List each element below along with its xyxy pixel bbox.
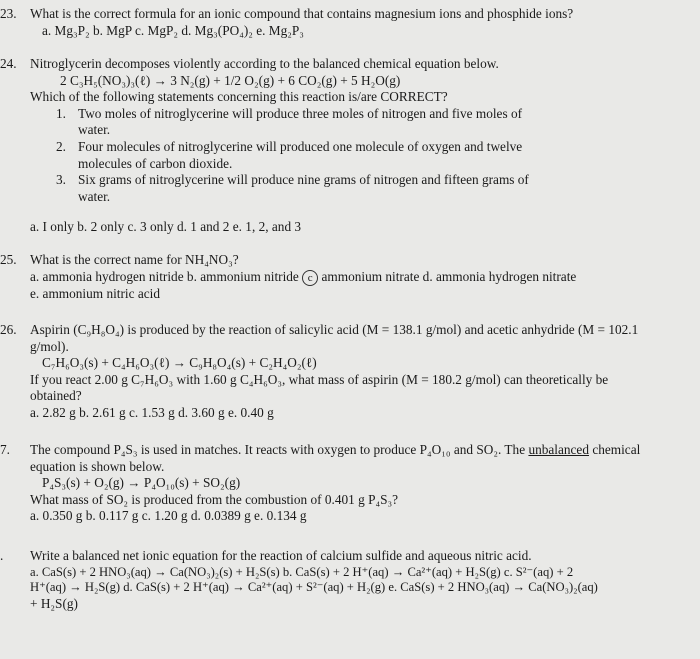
question-stem (30, 56, 680, 236)
answer-choices: a. CaS(s) + 2 HNO₃(aq) → Ca(NO₃)₂(s) + H₂S(s) b. CaS(s) + 2 H⁺(aq) → Ca²⁺(aq) + H₂S(g) c. S²⁻(aq) + 2 (30, 564, 574, 579)
statement-item (30, 106, 680, 139)
question-number: 26. (0, 322, 17, 337)
answer-choice-e: e. ammonium nitric acid (30, 285, 160, 301)
question-number: 23. (0, 6, 17, 21)
question-stem (30, 6, 680, 39)
question-text: Write a balanced net ionic equation for the reaction of calcium sulfide and aqueous nitric acid. (30, 548, 532, 563)
circled-answer-mark: c (302, 270, 318, 286)
question-text: What is the correct formula for an ionic compound that contains magnesium ions and phosphide ions? (30, 6, 574, 21)
question-prompt: obtained? (30, 388, 82, 404)
answer-choices: a. I only b. 2 only c. 3 only d. 1 and 2 e. 1, 2, and 3 (30, 219, 302, 235)
question-text: What is the correct name for NH₄NO₃? (30, 252, 239, 267)
question-prompt: Which of the following statements concerning this reaction is/are CORRECT? (30, 89, 448, 105)
statement-item (30, 172, 680, 205)
statement-text: water. (78, 122, 111, 138)
answer-choices: H⁺(aq) → H₂S(g) d. CaS(s) + 2 H⁺(aq) → Ca²⁺(aq) + S²⁻(aq) + H₂(g) e. CaS(s) + 2 HNO₃(aq) → Ca(NO₃)₂(aq) (30, 580, 598, 595)
choices-c-d: ammonium nitrate d. ammonia hydrogen nitrate (321, 268, 577, 284)
question-prompt: What mass of SO₂ is produced from the combustion of 0.401 g P₄S₃? (30, 491, 399, 507)
statement-number: 1. (56, 105, 66, 121)
answer-choices: a. 0.350 g b. 0.117 g c. 1.20 g d. 0.0389 g e. 0.134 g (30, 508, 307, 524)
question-number: 24. (0, 56, 17, 71)
answer-choices (30, 269, 680, 286)
statement-number: 3. (56, 172, 66, 188)
answer-choices: + H₂S(g) (30, 596, 78, 612)
question-text: Aspirin (C₉H₈O₄) is produced by the reaction of salicylic acid (M = 138.1 g/mol) and acetic anhydride (M = 102.1 (30, 322, 639, 337)
chemical-equation: P₄S₃(s) + O₂(g) → P₄O₁₀(s) + SO₂(g) (42, 475, 241, 491)
question-stem (30, 322, 680, 422)
question-number: . (0, 548, 4, 563)
question-text: g/mol). (30, 338, 69, 354)
statement-text: molecules of carbon dioxide. (78, 155, 233, 171)
statement-list (30, 106, 680, 206)
chemical-equation: 2 C₃H₅(NO₃)₃(ℓ) → 3 N₂(g) + 1/2 O₂(g) + 6 CO₂(g) + 5 H₂O(g) (60, 72, 401, 88)
statement-number: 2. (56, 139, 66, 155)
underlined-word: unbalanced (528, 442, 589, 457)
chemical-equation: C₇H₆O₃(s) + C₄H₆O₃(ℓ) → C₉H₈O₄(s) + C₂H₄O₂(ℓ) (42, 355, 317, 371)
answer-choices: a. Mg₃P₂ b. MgP c. MgP₂ d. Mg₃(PO₄)₂ e. Mg₂P₃ (42, 22, 304, 38)
question-text (30, 442, 680, 459)
question-stem (30, 442, 680, 525)
question-text-part: The compound P₄S₃ is used in matches. It reacts with oxygen to produce P₄O₁₀ and SO₂. The (30, 442, 526, 457)
statement-text: water. (78, 188, 111, 204)
statement-text: Six grams of nitroglycerine will produce nine grams of nitrogen and fifteen grams of (78, 172, 529, 188)
question-number: 7. (0, 442, 10, 457)
statement-item (30, 139, 680, 172)
question-stem (30, 252, 680, 302)
question-stem (30, 548, 680, 613)
question-prompt: If you react 2.00 g C₇H₆O₃ with 1.60 g C₄H₆O₃, what mass of aspirin (M = 180.2 g/mol) can theoretically be (30, 371, 609, 387)
question-text: equation is shown below. (30, 458, 165, 474)
answer-choices: a. 2.82 g b. 2.61 g c. 1.53 g d. 3.60 g e. 0.40 g (30, 405, 274, 421)
question-text: Nitroglycerin decomposes violently according to the balanced chemical equation below. (30, 56, 499, 71)
question-text-part: chemical (592, 442, 641, 457)
statement-text: Four molecules of nitroglycerine will produced one molecule of oxygen and twelve (78, 139, 523, 155)
statement-text: Two moles of nitroglycerine will produce three moles of nitrogen and five moles of (78, 105, 523, 121)
choices-a-b: a. ammonia hydrogen nitride b. ammonium nitride (30, 268, 299, 284)
question-number: 25. (0, 252, 17, 267)
